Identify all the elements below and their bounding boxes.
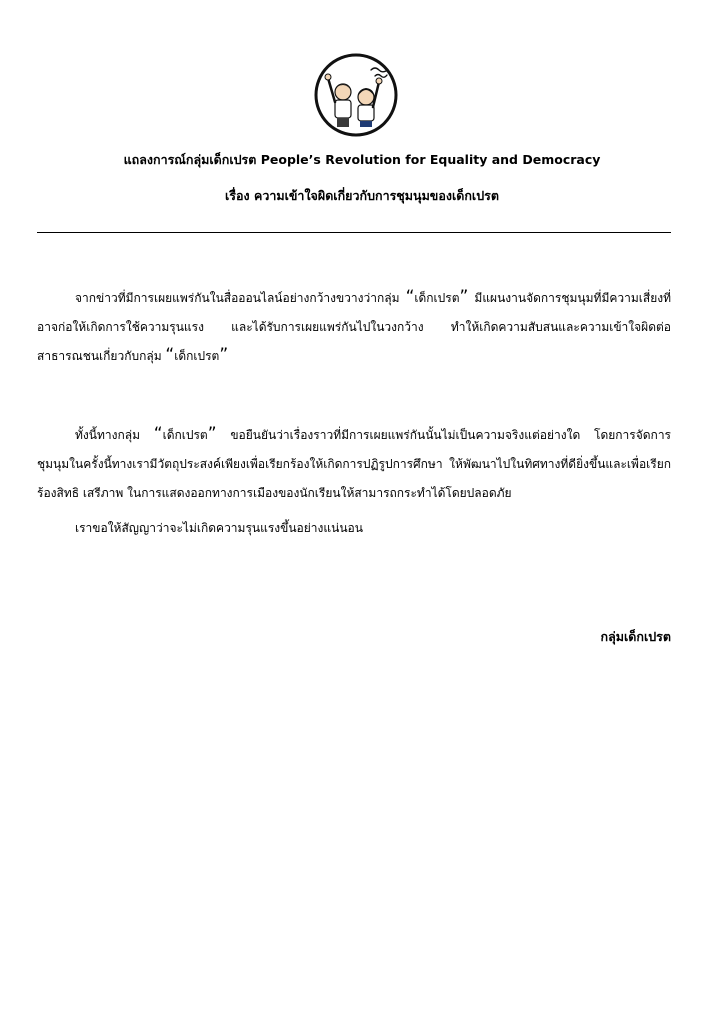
group-name: เด็กเปรต	[414, 291, 460, 305]
horizontal-divider	[37, 232, 671, 233]
statement-title: แถลงการณ์กลุ่มเด็กเปรต People’s Revolution for Equality and Democracy	[123, 152, 601, 167]
statement-subject: เรื่อง ความเข้าใจผิดเกี่ยวกับการชุมนุมของเด็กเปรต	[225, 188, 499, 203]
paragraph-1-text-c: มีแผนงานจัดการชุมนุมที่มีความเสี่ยงที่อาจก่อให้เกิดการใช้ความรุนแรง และได้รับการเผยแพร่กันไปในวงกว้าง ทำให้เกิดความสับสนและความเข้าใจผิดต่อสาธารณชนเกี่ยวกับกลุ่ม	[37, 291, 671, 363]
paragraph-2-text-a: ทั้งนี้ทางกลุ่ม	[75, 428, 154, 442]
open-quote: “	[405, 287, 415, 307]
paragraph-3: เราขอให้สัญญาว่าจะไม่เกิดความรุนแรงขึ้นอย่างแน่นอน	[75, 521, 363, 535]
signature: กลุ่มเด็กเปรต	[600, 629, 671, 644]
open-quote: “	[165, 345, 175, 365]
close-quote: ”	[219, 345, 229, 365]
close-quote: ”	[207, 424, 217, 444]
paragraph-1-text-a: จากข่าวที่มีการเผยแพร่กันในสื่อออนไลน์อย่างกว้างขวางว่ากลุ่ม	[75, 291, 406, 305]
group-name: เด็กเปรต	[162, 428, 208, 442]
paragraph-2	[37, 421, 671, 508]
dek-prot-logo	[313, 52, 399, 138]
group-name: เด็กเปรต	[174, 349, 220, 363]
students-cartoon-icon	[313, 52, 399, 138]
paragraph-1	[37, 284, 671, 371]
close-quote: ”	[459, 287, 469, 307]
paragraph-2-text-c: ขอยืนยันว่าเรื่องราวที่มีการเผยแพร่กันนั้นไม่เป็นความจริงแต่อย่างใด โดยการจัดการชุมนุมในครั้งนี้ทางเรามีวัตถุประสงค์เพียงเพื่อเรียกร้องให้เกิดการปฏิรูปการศึกษา ให้พัฒนาไปในทิศทางที่ดียิ่งขึ้นและเพื่อเรียกร้องสิทธิ เสรีภาพ ในการแสดงออกทางการเมืองของนักเรียนให้สามารถกระทำได้โดยปลอดภัย	[37, 428, 672, 500]
open-quote: “	[153, 424, 163, 444]
